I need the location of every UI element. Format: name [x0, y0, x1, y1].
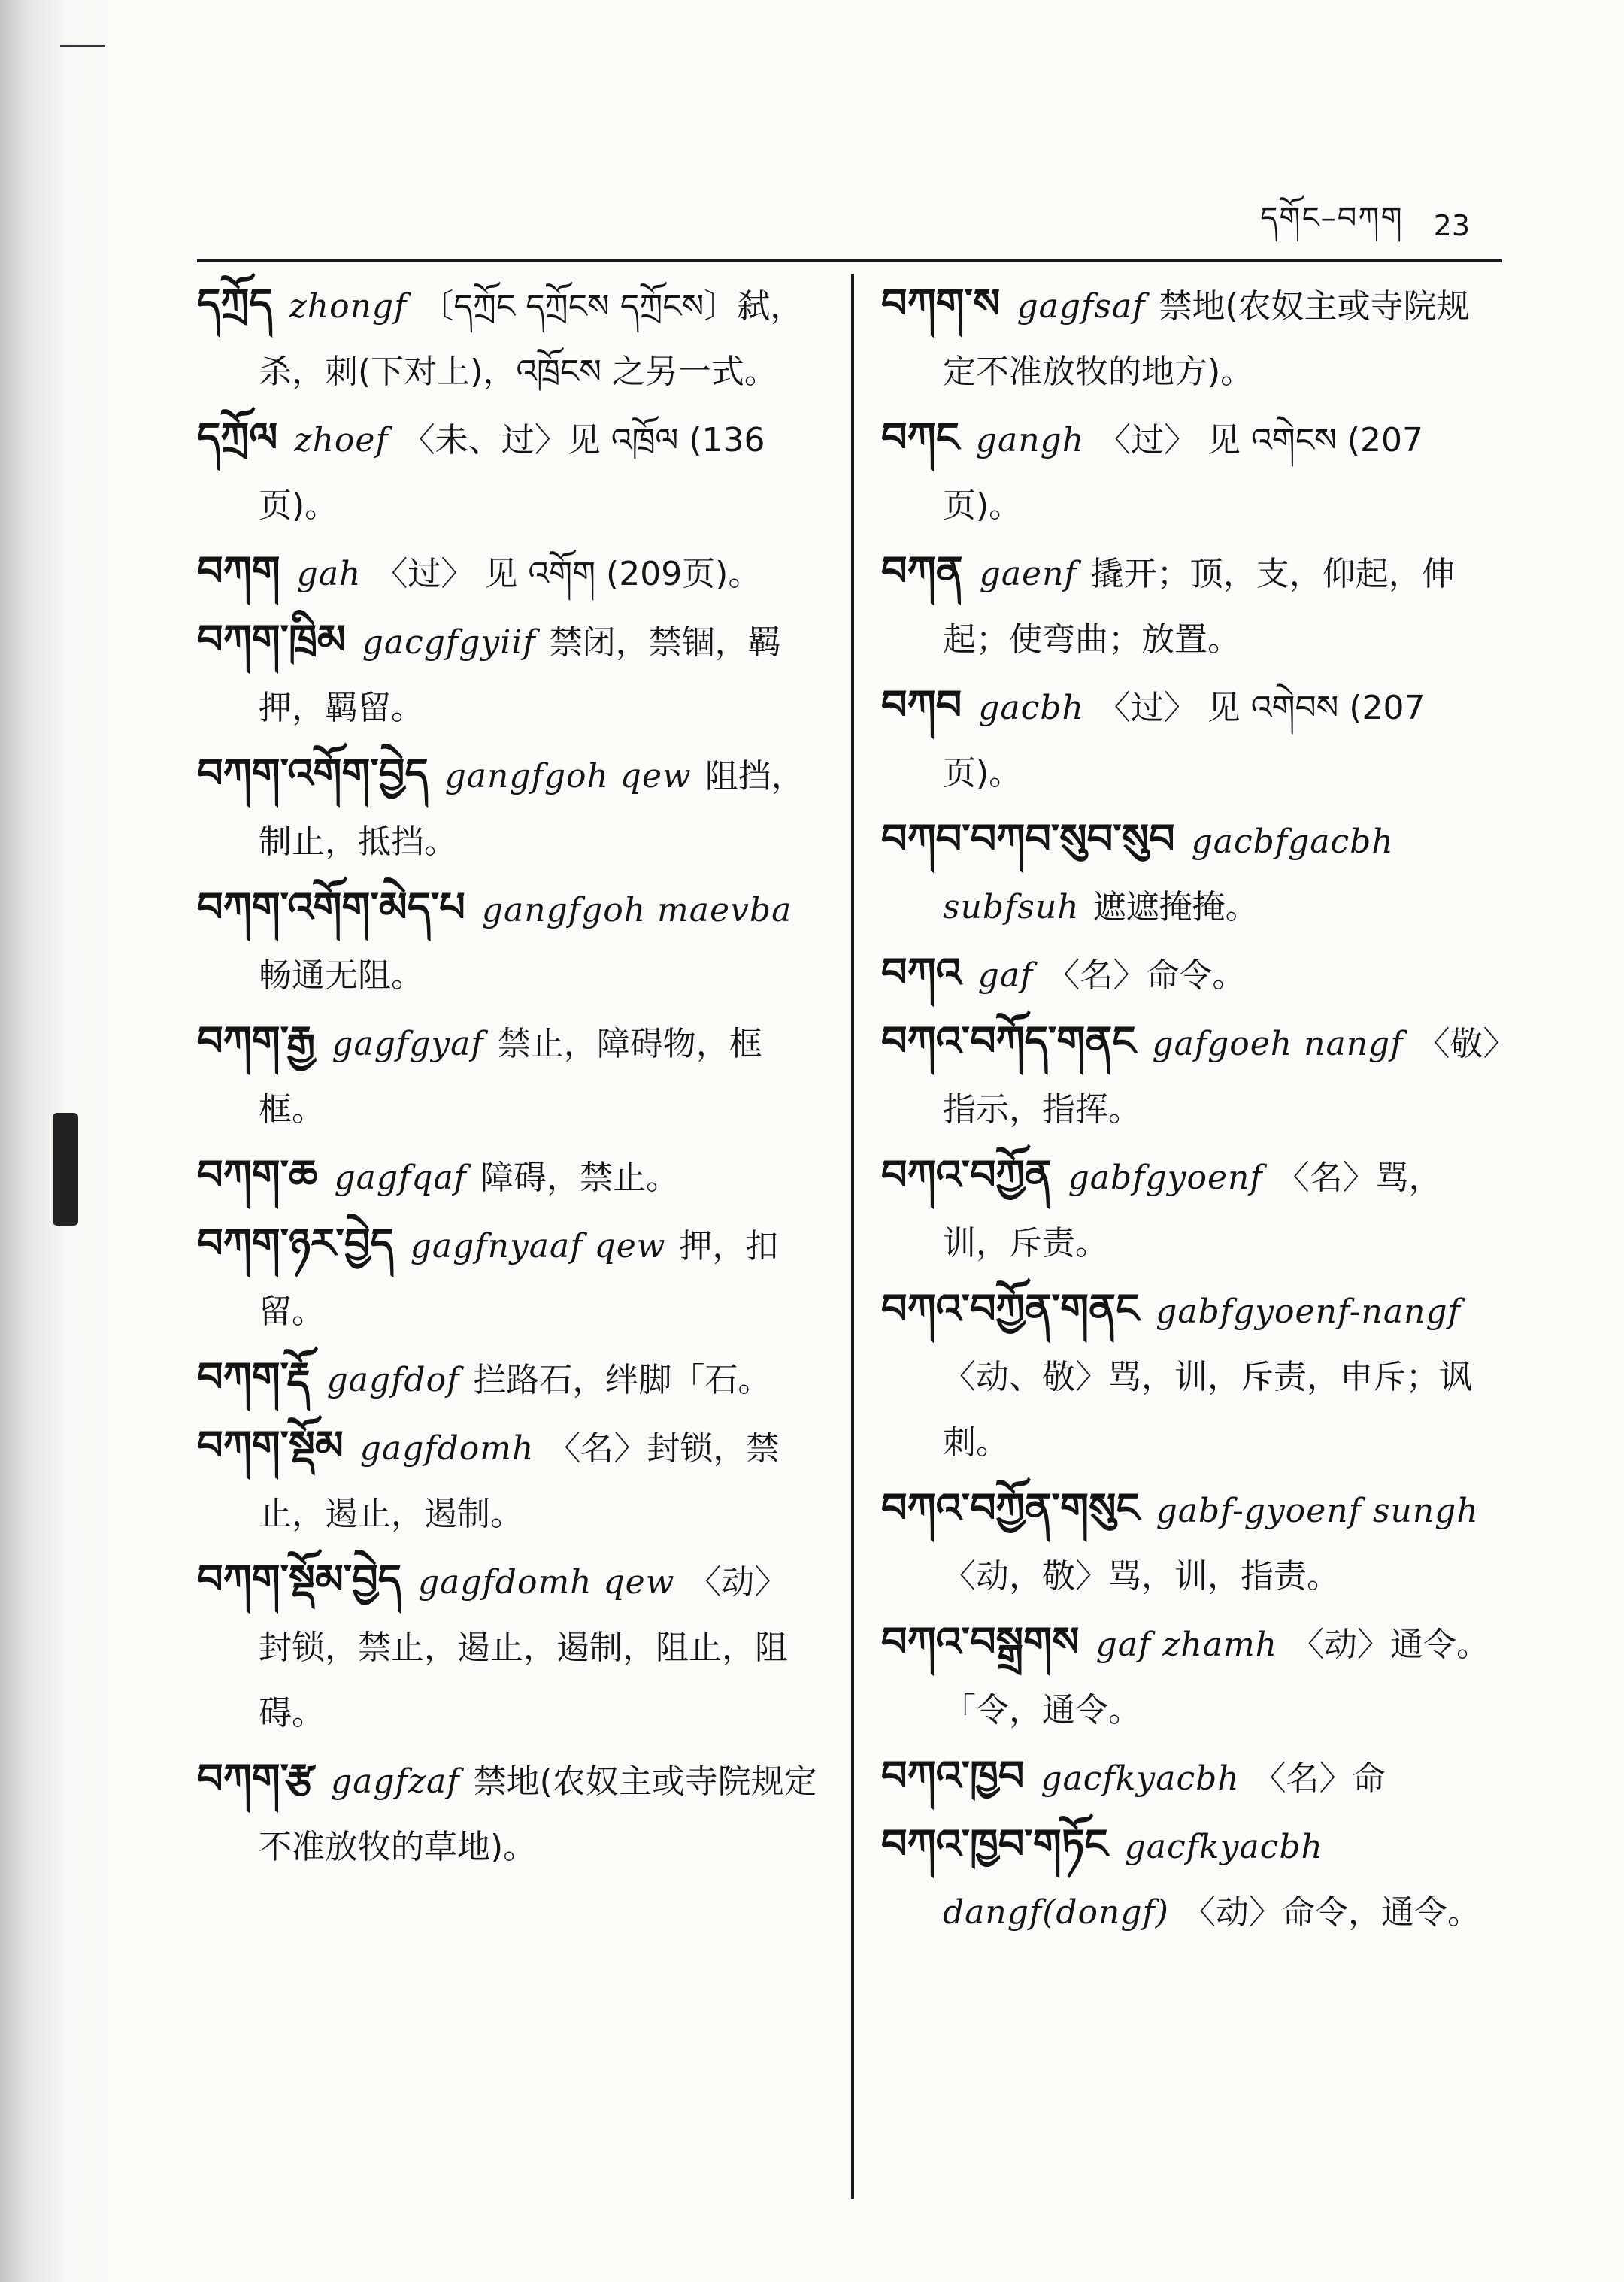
headword-romanization: gaenf	[979, 555, 1077, 593]
headword-romanization: gagfnyaaf qew	[410, 1227, 666, 1265]
headword-tibetan: བཀག་རྒྱ	[197, 1017, 316, 1065]
headword-romanization: gagfqaf	[334, 1159, 467, 1197]
definition-text: 〈动〉 封锁，禁止，遏止，遏制，阻止，阻碍。	[259, 1563, 788, 1732]
binding-mark	[53, 1113, 78, 1226]
headword-tibetan: བཀབ་བཀབ་སུབ་སུབ	[881, 814, 1175, 862]
right-column	[881, 271, 1502, 1945]
headword-romanization: gagfdomh	[359, 1429, 535, 1468]
headword-tibetan: བཀག	[197, 547, 280, 595]
definition-text: 遮遮掩掩。	[1092, 888, 1259, 926]
dictionary-entry	[197, 1413, 821, 1547]
headword-romanization: gagfzaf	[331, 1762, 460, 1801]
headword-tibetan: བཀག་ཆ	[197, 1150, 318, 1199]
definition-text: 禁止，障碍物，框框。	[259, 1025, 762, 1129]
headword-tibetan: དཀྲོལ	[197, 413, 278, 461]
definition-text: 〈过〉 见 འགེབས (207页)。	[943, 689, 1426, 792]
definition-text: 禁闭，禁锢，羁押，羁留。	[259, 623, 781, 727]
dictionary-entry	[881, 271, 1502, 405]
definition-text: 〈名〉命令。	[1047, 956, 1246, 995]
definition-text: 畅通无阻。	[259, 956, 424, 995]
headword-romanization: gagfdof	[326, 1361, 460, 1399]
headword-tibetan: བཀའ་བཀྱོན་གསུང	[881, 1483, 1140, 1532]
definition-text: 〈名〉封锁，禁止，遏止，遏制。	[259, 1429, 780, 1533]
headword-romanization: gagfdomh qew	[417, 1563, 675, 1602]
dictionary-entry	[197, 271, 821, 405]
headword-romanization: gangfgoh qew	[444, 757, 692, 796]
headword-romanization: gacbh	[978, 689, 1084, 727]
headword-romanization: gagfsaf	[1017, 287, 1146, 326]
headword-romanization: gacgfgyiif	[362, 623, 536, 662]
dictionary-entry	[197, 1746, 821, 1880]
headword-tibetan: བཀའ་བཀྱོན་གནང	[881, 1284, 1140, 1332]
headword-romanization: zhoef	[294, 421, 389, 459]
definition-text: 〈名〉骂，训，斥责。	[943, 1159, 1442, 1262]
header-rule	[197, 259, 1502, 262]
headword-tibetan: བཀའ་ཁྱབ	[881, 1751, 1025, 1799]
headword-romanization: gabfgyoenf	[1068, 1159, 1263, 1197]
headword-romanization: gacfkyacbh	[1041, 1759, 1240, 1798]
definition-text: 〈敬〉指示，指挥。	[943, 1025, 1500, 1129]
headword-tibetan: བཀའ་བསྒྲགས	[881, 1617, 1080, 1665]
headword-romanization: gangfgoh maevba	[481, 891, 792, 929]
dictionary-entry	[881, 1609, 1502, 1743]
headword-romanization: gabf-gyoenf sungh	[1156, 1492, 1479, 1530]
headword-romanization: gagfgyaf	[332, 1025, 484, 1063]
headword-tibetan: བཀག་རྡོ	[197, 1353, 311, 1401]
definition-text: 〈动，敬〉骂，训，指责。	[943, 1557, 1340, 1596]
definition-text: 〈动、敬〉骂，训，斥责，申斥；讽刺。	[943, 1358, 1472, 1462]
headword-tibetan: བཀའ	[881, 948, 962, 996]
dictionary-entry	[881, 405, 1502, 538]
headword-romanization: gacbfgacbh subfsuh	[943, 823, 1394, 926]
headword-romanization: gah	[296, 555, 362, 593]
dictionary-entry	[881, 940, 1502, 1008]
left-column	[197, 271, 821, 1880]
dictionary-entry	[197, 538, 821, 607]
headword-romanization: gaf zhamh	[1095, 1626, 1278, 1664]
page-number: 23	[1433, 209, 1470, 242]
definition-text: 〈动〉命令，通令。	[1182, 1893, 1480, 1932]
dictionary-entry	[197, 874, 821, 1008]
dictionary-entry	[197, 1344, 821, 1413]
running-head: དགོང–བཀག	[1260, 200, 1404, 235]
dictionary-entry	[197, 741, 821, 874]
dictionary-entry	[197, 1547, 821, 1746]
headword-tibetan: བཀའ་ཁྱབ་གཏོང	[881, 1820, 1108, 1868]
headword-tibetan: བཀག་སྡོམ་བྱེད	[197, 1555, 401, 1603]
headword-romanization: gacfkyacbh dangf(dongf)	[943, 1828, 1323, 1932]
dictionary-entry	[197, 1008, 821, 1142]
headword-tibetan: བཀག་རྩ	[197, 1754, 315, 1802]
headword-romanization: gaf	[977, 956, 1034, 995]
definition-text: 〈未、过〉见 འཁྲོལ (136页)。	[259, 421, 765, 525]
headword-tibetan: བཀག་ཉར་བྱེད	[197, 1219, 394, 1267]
dictionary-entry	[881, 1811, 1502, 1945]
dictionary-entry	[197, 1211, 821, 1344]
dictionary-entry	[881, 1276, 1502, 1475]
headword-romanization: zhongf	[289, 287, 408, 326]
headword-tibetan: བཀའ་བཀྱོན	[881, 1150, 1052, 1199]
definition-text: 禁地(农奴主或寺院规定不准放牧的草地)。	[259, 1762, 817, 1866]
dictionary-entry	[881, 1142, 1502, 1276]
binding-mark	[60, 45, 105, 47]
headword-romanization: gangh	[975, 421, 1085, 459]
headword-tibetan: བཀག་སྡོམ	[197, 1421, 344, 1469]
page-header	[1260, 200, 1470, 248]
column-divider	[851, 274, 854, 2199]
definition-text: 〈动〉通令。「令，通令。	[943, 1626, 1490, 1729]
definition-text: 阻挡，制止，抵挡。	[259, 757, 804, 861]
dictionary-entry	[881, 1743, 1502, 1811]
definition-text: 障碍，禁止。	[480, 1159, 679, 1197]
definition-text: 〔དཀྲོང དཀྲོངས དཀྲོངས〕弑，杀，刺(下对上)，འཁྲོངས 之另一式。	[259, 287, 804, 391]
headword-tibetan: དཀྲོད	[197, 279, 273, 327]
definition-text: 〈过〉 见 འགེངས (207页)。	[943, 421, 1423, 525]
definition-text: 押，扣留。	[259, 1227, 779, 1331]
headword-tibetan: བཀག་ཁྲིམ	[197, 615, 346, 663]
definition-text: 撬开；顶，支，仰起，伸起；使弯曲；放置。	[943, 555, 1455, 659]
headword-tibetan: བཀང	[881, 413, 959, 461]
headword-tibetan: བཀའ་བཀོད་གནང	[881, 1017, 1136, 1065]
dictionary-entry	[881, 806, 1502, 940]
dictionary-entry	[881, 672, 1502, 806]
definition-text: 拦路石，绊脚「石。	[473, 1361, 771, 1399]
dictionary-entry	[881, 1008, 1502, 1142]
headword-romanization: gafgoeh nangf	[1152, 1025, 1404, 1063]
dictionary-entry	[197, 1142, 821, 1211]
dictionary-entry	[881, 538, 1502, 672]
headword-romanization: gabfgyoenf-nangf	[1156, 1293, 1461, 1331]
headword-tibetan: བཀག་འགོག་མེད་པ	[197, 883, 465, 931]
headword-tibetan: བཀབ	[881, 680, 962, 729]
dictionary-entry	[881, 1475, 1502, 1609]
definition-text: 〈名〉命	[1253, 1759, 1386, 1798]
headword-tibetan: བཀག་ས	[881, 279, 1001, 327]
definition-text: 〈过〉 见 འགོག (209页)。	[374, 555, 762, 593]
definition-text: 禁地(农奴主或寺院规定不准放牧的地方)。	[943, 287, 1470, 391]
headword-tibetan: བཀག་འགོག་བྱེད	[197, 749, 429, 797]
headword-tibetan: བཀན	[881, 547, 963, 595]
dictionary-entry	[197, 607, 821, 741]
dictionary-entry	[197, 405, 821, 538]
